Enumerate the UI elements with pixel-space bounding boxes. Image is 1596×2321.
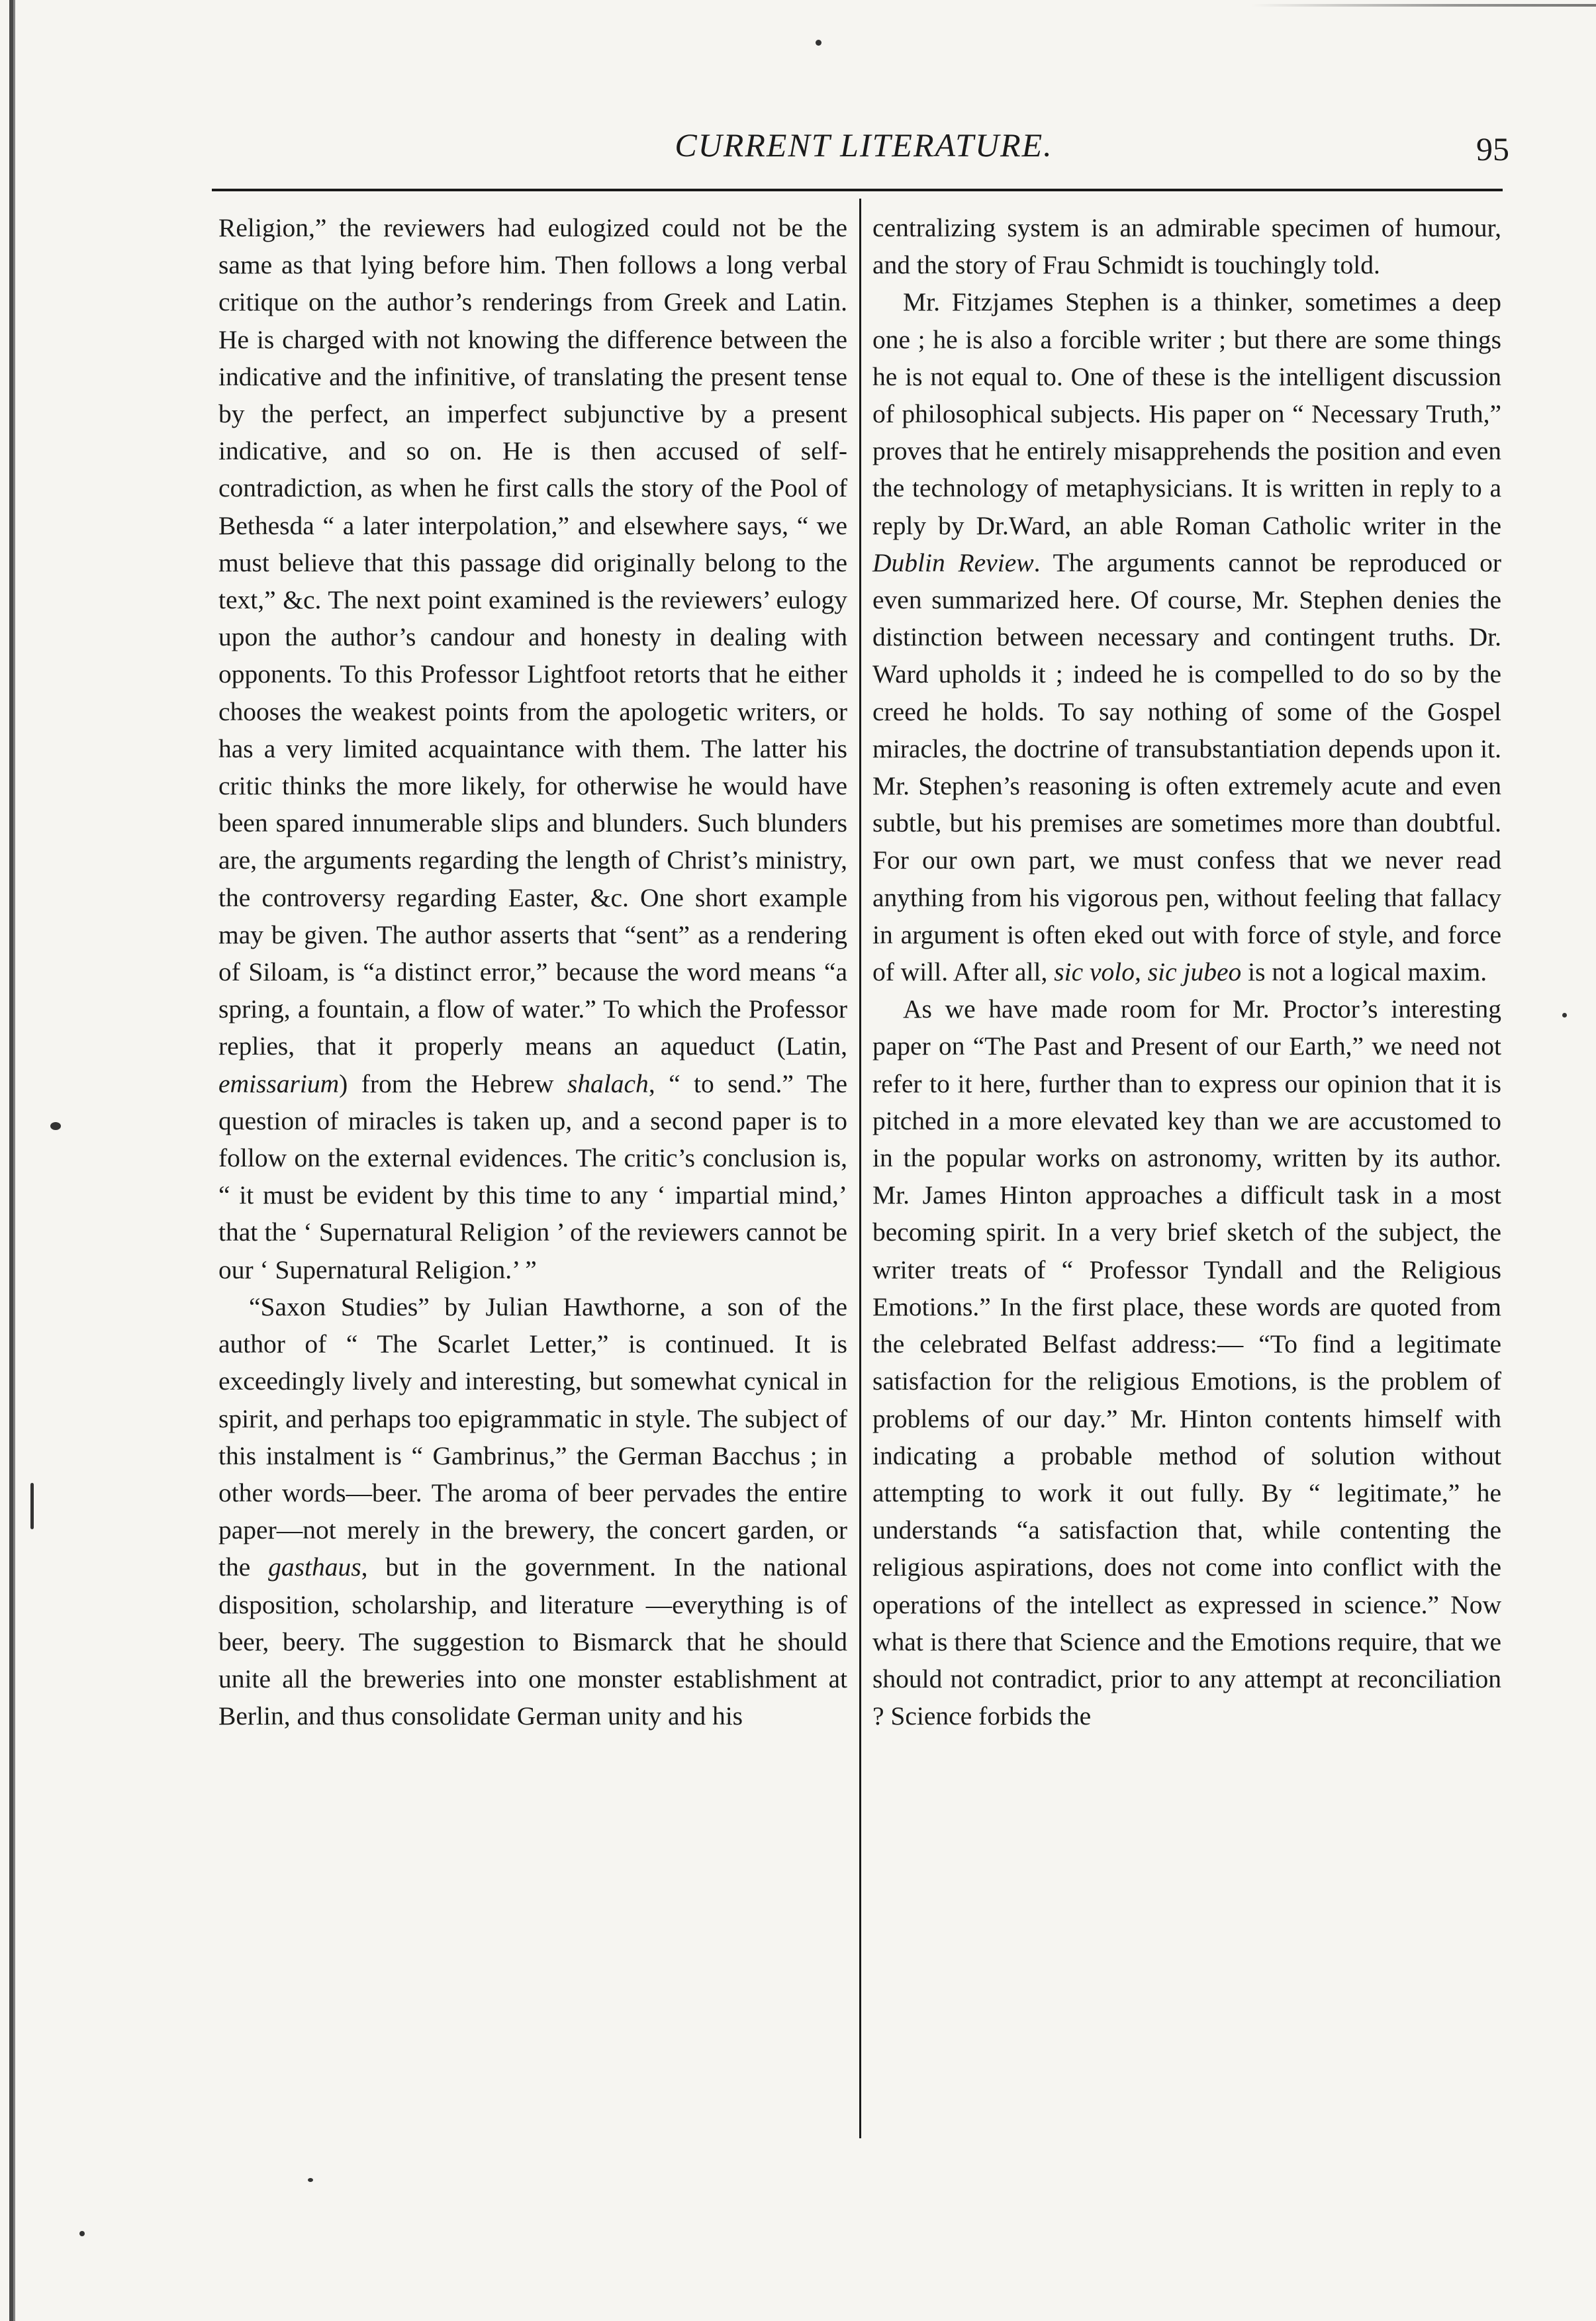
paragraph: As we have made room for Mr. Proctor’s interesting paper on “The Past and Present of our Earth,” we need not refer to it here, further than to express our opinion that it is pitched in a more elevated key than we are accustomed to in the popular works on astronomy, written by its author. Mr. James Hinton approaches a difficult task in a most becoming spirit. In a very brief sketch of the subject, the writer treats of “ Professor Tyndall and the Religious Emotions.” In the first place, these words are quoted from the celebrated Belfast address:— “To find a legitimate satisfaction for the religious Emotions, is the problem of problems of our day.” Mr. Hinton contents himself with indicating a probable method of solution without attempting to work it out fully. By “ legitimate,” he understands “a satisfaction that, while contenting the religious aspirations, does not come into conflict with the operations of the intellect as expressed in science.” Now what is there that Science and the Emotions require, that we should not contradict, prior to any attempt at reconciliation ? Science forbids the <box>872 994 1501 1731</box>
scan-speck <box>79 2231 85 2236</box>
scan-edge-top <box>1252 4 1596 7</box>
margin-mark <box>50 1122 61 1130</box>
paragraph: Religion,” the reviewers had eulogized could not be the same as that lying before him. Then follows a long verbal critique on the author’s renderings from Greek and Latin. He is charged with not knowing the difference between the indicative and the infinitive, of translating the present tense by the perfect, an imperfect subjunctive by a present indicative, and so on. He is then accused of self-contradiction, as when he first calls the story of the Pool of Bethesda “ a later interpolation,” and elsewhere says, “ we must believe that this passage did originally belong to the text,” &c. The next point examined is the reviewers’ eulogy upon the author’s candour and honesty in dealing with opponents. To this Professor Lightfoot retorts that he either chooses the weakest points from the apologetic writers, or has a very limited acquaintance with them. The latter his critic thinks the more likely, for otherwise he would have been spared innumerable slips and blunders. Such blunders are, the arguments regarding the length of Christ’s ministry, the controversy regarding Easter, &c. One short example may be given. The author asserts that “sent” as a rendering of Siloam, is “a distinct error,” because the word means “a spring, a fountain, a flow of water.” To which the Professor replies, that it properly means an aqueduct (Latin, emissarium) from the Hebrew shalach, “ to send.” The question of miracles is taken up, and a second paper is to follow on the external evidences. The critic’s conclusion is, “ it must be evident by this time to any ‘ impartial mind,’ that the ‘ Supernatural Religion ’ of the reviewers cannot be our ‘ Supernatural Religion.’ ” <box>218 213 847 1284</box>
scan-speck <box>1562 1013 1567 1018</box>
page-number: 95 <box>1476 130 1509 167</box>
paragraph: centralizing system is an admirable specimen of humour, and the story of Frau Schmidt is touchingly told. <box>872 213 1501 280</box>
header-rule <box>212 189 1503 191</box>
running-head <box>218 126 1509 172</box>
scan-edge-left <box>9 0 19 2321</box>
column-divider <box>859 199 861 2138</box>
running-title: CURRENT LITERATURE. <box>675 126 1053 164</box>
scan-speck <box>308 2178 313 2182</box>
paragraph: Mr. Fitzjames Stephen is a thinker, sometimes a deep one ; he is also a forcible writer ; but there are some things he is not equal to. One of these is the intelligent discussion of philosophical subjects. His paper on “ Necessary Truth,” proves that he entirely misapprehends the position and even the technology of metaphysicians. It is written in reply to a reply by Dr.Ward, an able Roman Catholic writer in the Dublin Review. The arguments cannot be reproduced or even summarized here. Of course, Mr. Stephen denies the distinction between necessary and contingent truths. Dr. Ward upholds it ; indeed he is compelled to do so by the creed he holds. To say nothing of some of the Gospel miracles, the doctrine of transubstantiation depends upon it. Mr. Stephen’s reasoning is often extremely acute and even subtle, but his premises are sometimes more than doubtful. For our own part, we must confess that we never read anything from his vigorous pen, without feeling that fallacy in argument is often eked out with force of style, and force of will. After all, sic volo, sic jubeo is not a logical maxim. <box>872 287 1501 987</box>
margin-mark <box>30 1483 34 1529</box>
left-column <box>218 209 847 1734</box>
right-column <box>872 209 1501 1734</box>
scan-speck <box>816 40 821 46</box>
paragraph: “Saxon Studies” by Julian Hawthorne, a son of the author of “ The Scarlet Letter,” is continued. It is exceedingly lively and interesting, but somewhat cynical in spirit, and perhaps too epigrammatic in style. The subject of this instalment is “ Gambrinus,” the German Bacchus ; in other words—beer. The aroma of beer pervades the entire paper—not merely in the brewery, the concert garden, or the gasthaus, but in the government. In the national disposition, scholarship, and literature —everything is of beer, beery. The suggestion to Bismarck that he should unite all the breweries into one monster establishment at Berlin, and thus consolidate German unity and his <box>218 1292 847 1731</box>
